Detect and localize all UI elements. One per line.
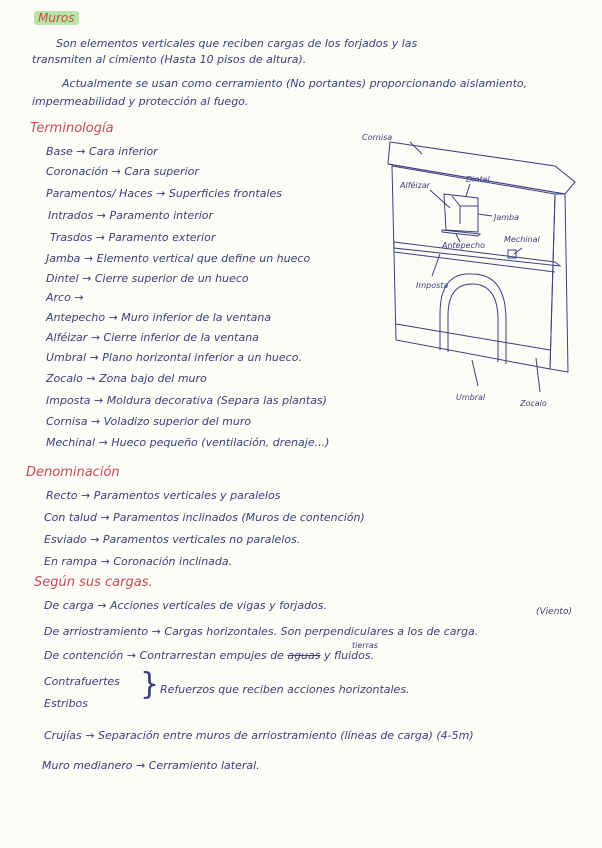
- carga-def: Acciones verticales de vigas y forjados.: [110, 599, 328, 612]
- brace-icon: }: [140, 667, 160, 702]
- denominacion-term: Recto: [46, 489, 78, 502]
- term-def: Cara inferior: [89, 145, 158, 158]
- label-zocalo: Zocalo: [520, 399, 547, 408]
- denominacion-row: Recto → Paramentos verticales y paralelos: [46, 489, 281, 502]
- window-frame: [444, 194, 478, 232]
- term-def: Elemento vertical que define un hueco: [96, 252, 311, 265]
- label-dintel: Dintel: [466, 175, 490, 184]
- contrafuertes-term: Contrafuertes: [44, 675, 120, 688]
- term-name: Antepecho: [46, 311, 106, 324]
- wall-diagram: [360, 124, 590, 414]
- label-antepecho: Antepecho: [442, 241, 485, 250]
- denominacion-heading: Denominación: [26, 465, 120, 480]
- term-name: Trasdos: [50, 231, 93, 244]
- denominacion-term: En rampa: [44, 555, 98, 568]
- contrafuertes-def: Refuerzos que reciben acciones horizontales.: [160, 683, 410, 696]
- leader-cornisa: [410, 142, 422, 154]
- term-row: Cornisa → Voladizo superior del muro: [46, 415, 252, 428]
- term-name: Arco: [46, 291, 71, 304]
- term-def: Cara superior: [124, 165, 199, 178]
- term-def: Superficies frontales: [168, 187, 282, 200]
- denominacion-def: Paramentos inclinados (Muros de contención): [113, 511, 365, 524]
- medianero-def: Cerramiento lateral.: [148, 759, 260, 772]
- term-def: Muro inferior de la ventana: [121, 311, 272, 324]
- term-row: Trasdos → Paramento exterior: [50, 231, 216, 244]
- term-name: Coronación: [46, 165, 109, 178]
- term-def: Cierre superior de un hueco: [94, 272, 249, 285]
- intro-line-1: Son elementos verticales que reciben cargas de los forjados y las: [56, 37, 418, 50]
- term-name: Paramentos/ Haces: [46, 187, 153, 200]
- imposta-band-low: [394, 252, 555, 272]
- term-row: Zocalo → Zona bajo del muro: [46, 372, 207, 385]
- leader-zocalo: [536, 358, 540, 392]
- arriostramiento-def: Cargas horizontales. Son perpendiculares a los de carga.: [164, 625, 479, 638]
- label-cornisa: Cornisa: [362, 133, 393, 142]
- term-name: Cornisa: [46, 415, 88, 428]
- denominacion-row: En rampa → Coronación inclinada.: [44, 555, 233, 568]
- crujias-def: Separación entre muros de arriostramiento (líneas de carga) (4-5m): [97, 729, 474, 742]
- crujias-term: Crujías: [44, 729, 82, 742]
- term-def: Plano horizontal inferior a un hueco.: [102, 351, 302, 364]
- term-def: Hueco pequeño (ventilación, drenaje...): [111, 436, 330, 449]
- struck-word: aguas: [287, 649, 321, 662]
- label-umbral: Umbral: [456, 393, 486, 402]
- contencion-def-suffix: y fluidos.: [324, 649, 375, 662]
- denominacion-def: Paramentos verticales no paralelos.: [102, 533, 301, 546]
- term-row: Mechinal → Hueco pequeño (ventilación, drenaje...): [46, 436, 330, 449]
- intro-line-3: Actualmente se usan como cerramiento (No portantes) proporcionando aislamiento,: [62, 77, 528, 90]
- term-def: Cierre inferior de la ventana: [103, 331, 259, 344]
- term-name: Alféizar: [46, 331, 88, 344]
- leader-alfeizar: [430, 190, 450, 208]
- leader-jamba: [478, 214, 492, 216]
- term-name: Umbral: [46, 351, 87, 364]
- denominacion-term: Esviado: [44, 533, 87, 546]
- label-alfeizar: Alféizar: [400, 181, 431, 190]
- carga-row: De carga → Acciones verticales de vigas y forjados.: [44, 599, 328, 612]
- label-imposta: Imposta: [416, 281, 449, 290]
- medianero-row: Muro medianero → Cerramiento lateral.: [42, 759, 260, 772]
- term-row: Alféizar → Cierre inferior de la ventana: [46, 331, 259, 344]
- intro-line-2: transmiten al cimiento (Hasta 10 pisos de altura).: [32, 53, 307, 66]
- denominacion-def: Coronación inclinada.: [113, 555, 233, 568]
- label-jamba: Jamba: [494, 213, 520, 222]
- leader-umbral: [472, 360, 478, 386]
- term-def: Paramento interior: [109, 209, 214, 222]
- arriostramiento-term: De arriostramiento: [44, 625, 149, 638]
- term-name: Jamba: [46, 252, 81, 265]
- leader-dintel: [466, 184, 470, 196]
- viento-note: (Viento): [536, 607, 572, 617]
- label-mechinal: Mechinal: [504, 235, 540, 244]
- arch-doorway: [448, 284, 498, 362]
- medianero-term: Muro medianero: [42, 759, 133, 772]
- page-title: [34, 12, 79, 24]
- carga-term: De carga: [44, 599, 94, 612]
- window-inner: [452, 196, 478, 224]
- contencion-row: De contención → Contrarrestan empujes de aguas y fluidos.: [44, 649, 375, 662]
- term-name: Dintel: [46, 272, 79, 285]
- term-row: Intrados → Paramento interior: [48, 209, 214, 222]
- term-row: Antepecho → Muro inferior de la ventana: [46, 311, 272, 324]
- denominacion-def: Paramentos verticales y paralelos: [93, 489, 281, 502]
- term-name: Mechinal: [46, 436, 96, 449]
- title-highlight: Muros: [34, 11, 79, 25]
- denominacion-term: Con talud: [44, 511, 97, 524]
- term-def: Moldura decorativa (Separa las plantas): [106, 394, 327, 407]
- leader-mechinal: [514, 248, 522, 254]
- term-def: Paramento exterior: [108, 231, 216, 244]
- tierras-insert: tierras: [352, 641, 378, 650]
- term-row: Jamba → Elemento vertical que define un hueco: [46, 252, 311, 265]
- denominacion-row: Con talud → Paramentos inclinados (Muros de contención): [44, 511, 365, 524]
- estribos-term: Estribos: [44, 697, 89, 710]
- terminologia-heading: Terminología: [30, 121, 114, 136]
- contencion-term: De contención: [44, 649, 124, 662]
- term-def: Voladizo superior del muro: [103, 415, 252, 428]
- term-row: Coronación → Cara superior: [46, 165, 199, 178]
- zocalo-band: [396, 324, 550, 350]
- term-name: Imposta: [46, 394, 91, 407]
- term-def: Zona bajo del muro: [99, 372, 207, 385]
- denominacion-row: Esviado → Paramentos verticales no paralelos.: [44, 533, 301, 546]
- term-row: Arco →: [46, 291, 84, 304]
- term-name: Zocalo: [46, 372, 83, 385]
- crujias-row: Crujías → Separación entre muros de arriostramiento (líneas de carga) (4-5m): [44, 729, 474, 742]
- term-row: Dintel → Cierre superior de un hueco: [46, 272, 249, 285]
- segun-cargas-heading: Según sus cargas.: [34, 575, 153, 590]
- term-row: Base → Cara inferior: [46, 145, 158, 158]
- term-name: Intrados: [48, 209, 94, 222]
- term-name: Base: [46, 145, 73, 158]
- wall-body: [392, 166, 555, 369]
- arriostramiento-row: De arriostramiento → Cargas horizontales. Son perpendiculares a los de carga.: [44, 625, 479, 638]
- term-row: Imposta → Moldura decorativa (Separa las plantas): [46, 394, 327, 407]
- term-row: Umbral → Plano horizontal inferior a un hueco.: [46, 351, 302, 364]
- term-row: Paramentos/ Haces → Superficies frontales: [46, 187, 282, 200]
- contencion-def-prefix: Contrarrestan empujes de: [139, 649, 284, 662]
- intro-line-4: impermeabilidad y protección al fuego.: [32, 95, 249, 108]
